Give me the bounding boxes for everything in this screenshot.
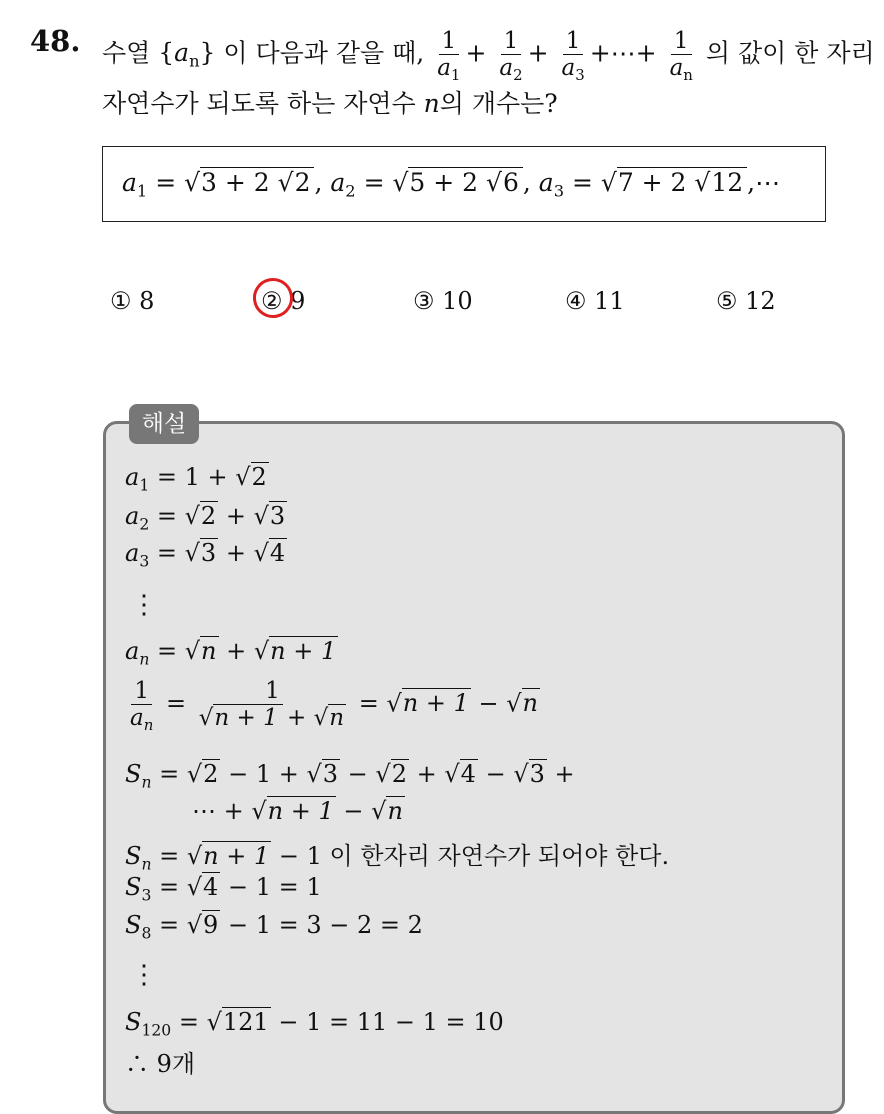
given-sequence (122, 168, 781, 201)
solution-line-sn-2: ⋯ + √n + 1 − √n (192, 797, 403, 825)
solution-line-s120: $S_{120} = √121 - 1 = 11 - 1 = 10$ (125, 1008, 504, 1040)
choice-5[interactable]: ⑤ 12 (716, 287, 776, 315)
solution-line-s8: $S_8 = √9 - 1 = 3 - 2 = 2$ (125, 911, 423, 943)
solution-line-reciprocal: $\frac{1}{a_n}$ = $\frac{1}{√n + 1 + √n}$ = √n + 1 − √n (130, 678, 539, 735)
choice-1[interactable]: ① 8 (110, 287, 155, 315)
vertical-ellipsis-1: ⋮ (131, 590, 157, 620)
solution-line-sn-3: $S_n = √n + 1 - 1$ 이 한자리 자연수가 되어야 한다. (125, 842, 670, 874)
question-line-2: 자연수가 되도록 하는 자연수 n의 개수는? (102, 89, 558, 118)
term-a2: $a_2 = √5 + 2$ √6 , (330, 168, 531, 201)
question-number: 48. (30, 24, 81, 58)
question-text-middle: 이 다음과 같을 때, (223, 38, 425, 68)
ellipsis: ⋯ (610, 38, 636, 68)
choice-3[interactable]: ③ 10 (413, 287, 473, 315)
sequence-symbol: $\{a_n\}$ (158, 38, 216, 72)
solution-line-a1: $a_1 = 1 + √2$ (125, 463, 267, 495)
fraction-1-over-an: $\frac{1}{a_n}$ (669, 28, 693, 85)
fraction-1-over-a3: $\frac{1}{a_3}$ (561, 28, 585, 85)
solution-line-s3: $S_3 = √4 - 1 = 1$ (125, 873, 322, 905)
term-a1: $a_1 = √3 + 2$ √2 , (122, 168, 323, 201)
fraction-1-over-a1: $\frac{1}{a_1}$ (437, 28, 461, 85)
question-text-end: 의 값이 한 자리 (705, 38, 875, 68)
answer-choices (0, 287, 884, 321)
solution-line-an: $a_n = √n + √n + 1$ (125, 637, 337, 669)
choice-4[interactable]: ④ 11 (565, 287, 625, 315)
solution-final-answer: ∴ 9개 (125, 1050, 196, 1078)
question-text-start: 수열 (102, 38, 151, 68)
solution-line-a2: $a_2 = √2 + √3$ (125, 502, 286, 534)
solution-line-sn-1: $S_n = √2 - 1 + √3 - √2 + √4 - √3$ + (125, 760, 575, 792)
choice-2[interactable]: ② 9 (261, 287, 306, 315)
solution-line-a3: $a_3 = √3 + √4$ (125, 539, 286, 571)
fraction-1-over-a2: $\frac{1}{a_2}$ (499, 28, 523, 85)
term-a3: $a_3 = √7 + 2$ √12 ,⋯ (538, 168, 781, 201)
variable-n: n (423, 89, 440, 118)
question-line-1: 수열 $\{a_n\}$ 이 다음과 같을 때, $\frac{1}{a_1}$ + $\frac{1}{a_2}$ + $\frac{1}{a_3}$ +⋯+ $\frac{1}{a_n}$ 의 값이 한 자리 (102, 28, 875, 85)
vertical-ellipsis-2: ⋮ (131, 960, 157, 990)
solution-tag: 해설 (129, 404, 199, 444)
